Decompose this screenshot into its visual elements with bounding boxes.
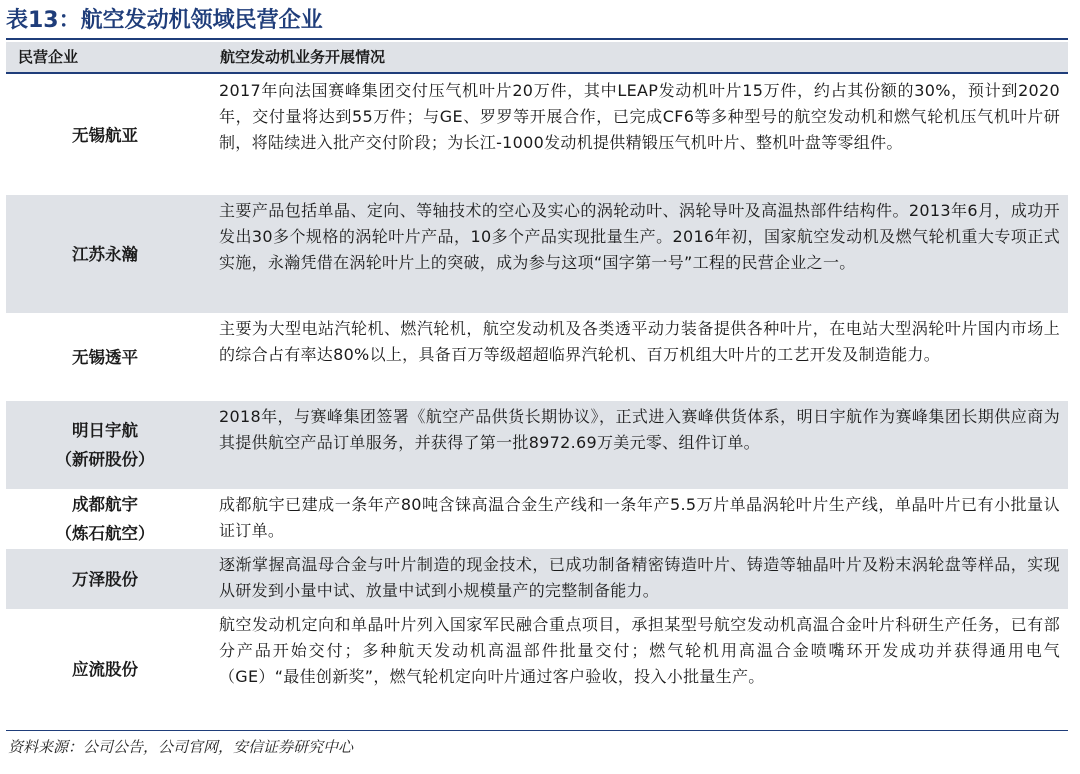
- table-row: [6, 75, 1068, 195]
- header-divider: [6, 72, 1068, 74]
- company-name: 应流股份: [72, 659, 138, 679]
- company-name-cell: [6, 549, 204, 609]
- table-row: [6, 609, 1068, 729]
- column-header-company: 民营企业: [18, 48, 79, 66]
- company-name-cell: [6, 489, 204, 549]
- company-name: 成都航宇: [72, 495, 138, 514]
- business-description: 航空发动机定向和单晶叶片列入国家军民融合重点项目，承担某型号航空发动机高温合金叶片科研生产任务，已有部分产品开始交付；多种航天发动机高温部件批量交付；燃气轮机用高温合金喷嘴环开发成功并获得通用电气（GE）“最佳创新奖”，燃气轮机定向叶片通过客户验收，投入小批量生产。: [219, 615, 1060, 686]
- business-description: 逐渐掌握高温母合金与叶片制造的现金技术，已成功制备精密铸造叶片、铸造等轴晶叶片及粉末涡轮盘等样品，实现从研发到小量中试、放量中试到小规模量产的完整制备能力。: [219, 555, 1060, 600]
- column-header-business: 航空发动机业务开展情况: [220, 48, 386, 66]
- company-name-cell: [6, 195, 204, 313]
- company-name-cell: [6, 313, 204, 401]
- company-name-cell: [6, 401, 204, 489]
- company-parent: （炼石航空）: [55, 524, 155, 543]
- table-row: [6, 401, 1068, 489]
- company-name: 万泽股份: [72, 569, 138, 589]
- company-name: 无锡透平: [72, 347, 138, 367]
- table-row: [6, 313, 1068, 401]
- title-divider: [6, 38, 1068, 40]
- business-description: 主要产品包括单晶、定向、等轴技术的空心及实心的涡轮动叶、涡轮导叶及高温热部件结构件。2013年6月，成功开发出30多个规格的涡轮叶片产品，10多个产品实现批量生产。2016年初，国家航空发动机及燃气轮机重大专项正式实施，永瀚凭借在涡轮叶片上的突破，成为参与这项“国字第一号”工程的民营企业之一。: [219, 201, 1060, 272]
- company-parent: （新研股份）: [55, 450, 155, 469]
- business-description: 2017年向法国赛峰集团交付压气机叶片20万件，其中LEAP发动机叶片15万件，约占其份额的30%，预计到2020年，交付量将达到55万件；与GE、罗罗等开展合作，已完成CF6等多种型号的航空发动机和燃气轮机压气机叶片研制，将陆续进入批产交付阶段；为长江-1000发动机提供精锻压气机叶片、整机叶盘等零组件。: [219, 81, 1060, 152]
- company-name: 无锡航亚: [72, 125, 138, 145]
- table-row: [6, 489, 1068, 549]
- table-row: [6, 549, 1068, 609]
- business-description: 2018年，与赛峰集团签署《航空产品供货长期协议》，正式进入赛峰供货体系，明日宇航作为赛峰集团长期供应商为其提供航空产品订单服务，并获得了第一批8972.69万美元零、组件订单。: [219, 407, 1060, 452]
- table-header: [6, 42, 1068, 72]
- table-bottom-divider: [6, 730, 1068, 731]
- source-note: 资料来源：公司公告，公司官网，安信证券研究中心: [8, 738, 354, 756]
- table-row: [6, 195, 1068, 313]
- company-name-cell: [6, 609, 204, 729]
- business-description: 主要为大型电站汽轮机、燃汽轮机，航空发动机及各类透平动力装备提供各种叶片，在电站大型涡轮叶片国内市场上的综合占有率达80%以上，具备百万等级超超临界汽轮机、百万机组大叶片的工艺开发及制造能力。: [219, 319, 1060, 364]
- company-name-cell: [6, 75, 204, 195]
- company-name: 江苏永瀚: [72, 244, 138, 264]
- business-description: 成都航宇已建成一条年产80吨含铼高温合金生产线和一条年产5.5万片单晶涡轮叶片生产线，单晶叶片已有小批量认证订单。: [219, 495, 1060, 540]
- company-name: 明日宇航: [72, 421, 138, 440]
- table-title: 表13：航空发动机领域民营企业: [6, 8, 323, 33]
